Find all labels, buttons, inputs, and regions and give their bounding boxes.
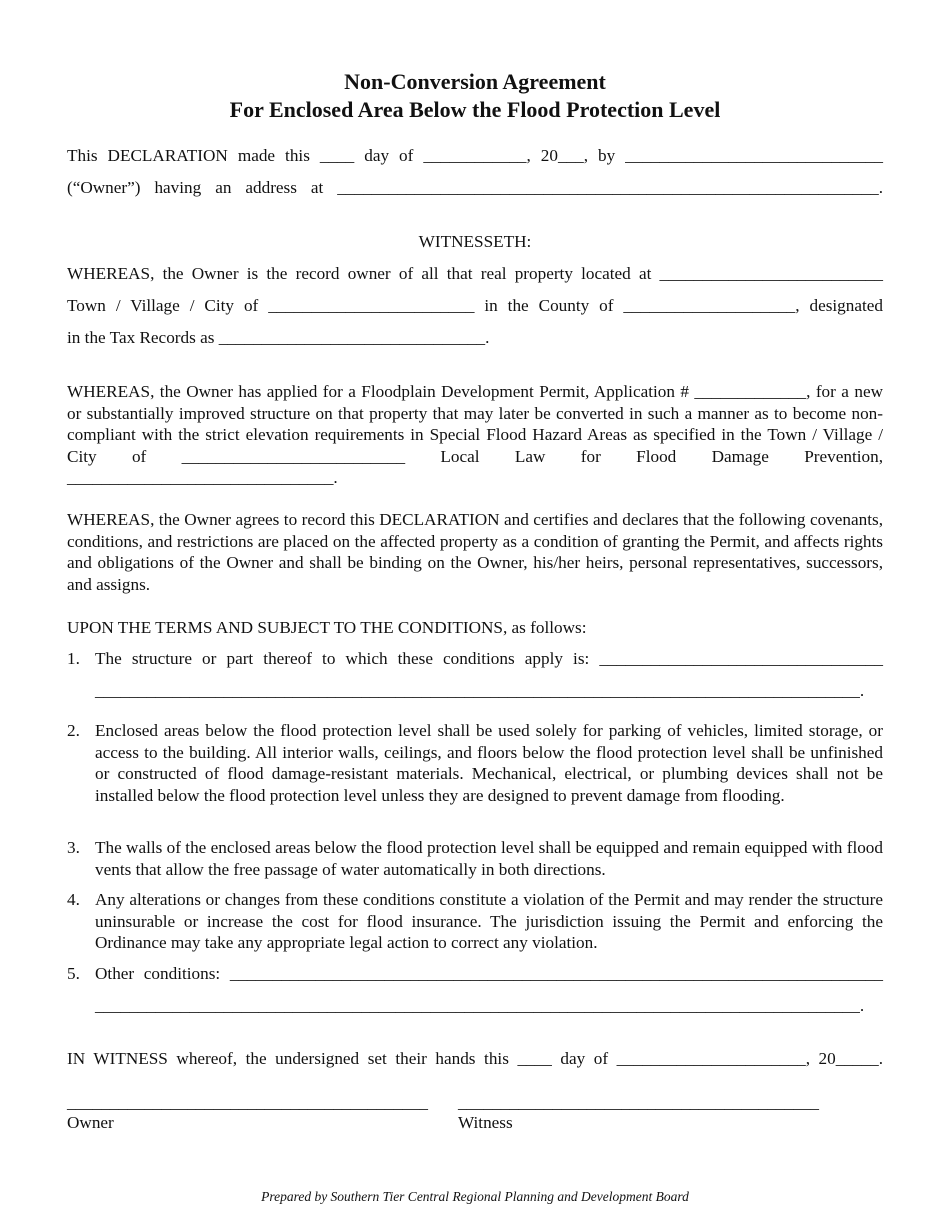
owner-label: Owner — [67, 1113, 114, 1132]
witness-signature-line: __________________________________________ — [458, 1093, 819, 1112]
condition-4-text: Any alterations or changes from these conditions constitute a violation of the Permit and may render the structure uninsurable or increase the cost for flood insurance. The jurisdiction issuing the Permit and enforcing the Ordinance may take any appropriate legal action to correct any violation. — [95, 890, 883, 953]
condition-number: 4. — [67, 890, 80, 909]
whereas-1-line-3: in the Tax Records as _______________________________. — [67, 328, 490, 347]
condition-5-text: Other conditions: ____________________________________________________________________________ — [95, 964, 883, 983]
declaration-line-1: This DECLARATION made this ____ day of ____________, 20___, by ______________________________ — [67, 146, 883, 165]
witness-label: Witness — [458, 1113, 513, 1132]
condition-1-continuation: _________________________________________________________________________________________. — [95, 681, 865, 700]
document-title: Non-Conversion Agreement — [344, 69, 606, 94]
owner-signature-line: __________________________________________ — [67, 1093, 428, 1112]
condition-2-text: Enclosed areas below the flood protection level shall be used solely for parking of vehicles, limited storage, or access to the building. All interior walls, ceilings, and floors below the flood protection level shall be unfinished or constructed of flood damage-resistant materials. Mechanical, electrical, or plumbing devices shall not be installed below the flood protection level unless they are designed to prevent damage from flooding. — [95, 721, 883, 805]
witness-clause: IN WITNESS whereof, the undersigned set their hands this ____ day of ______________________, 20_____. — [67, 1049, 883, 1068]
condition-1-text: The structure or part thereof to which these conditions apply is: _________________________________ — [95, 649, 883, 668]
whereas-3-paragraph: WHEREAS, the Owner agrees to record this DECLARATION and certifies and declares that the following covenants, conditions, and restrictions are placed on the affected property as a condition of granting the Permit, and affects rights and obligations of the Owner and shall be binding on the Owner, his/her heirs, personal representatives, successors, and assigns. — [67, 510, 888, 594]
witnesseth-heading: WITNESSETH: — [418, 232, 532, 251]
declaration-line-2: (“Owner”) having an address at _______________________________________________________________. — [67, 178, 883, 197]
condition-number: 5. — [67, 964, 80, 983]
terms-heading: UPON THE TERMS AND SUBJECT TO THE CONDITIONS, as follows: — [67, 618, 587, 637]
condition-number: 2. — [67, 721, 80, 740]
footer-credit: Prepared by Southern Tier Central Regional Planning and Development Board — [261, 1189, 689, 1204]
whereas-2-paragraph: WHEREAS, the Owner has applied for a Floodplain Development Permit, Application # _____________, for a new or substantially improved structure on that property that may later be converted in such a manner as to become non-compliant with the strict elevation requirements in Special Flood Hazard Areas as specified in the Town / Village / City of __________________________ Local Law for Flood Damage Prevention, _______________________________. — [67, 382, 888, 488]
whereas-1-line-1: WHEREAS, the Owner is the record owner of all that real property located at __________________________ — [67, 264, 883, 283]
document-subtitle: For Enclosed Area Below the Flood Protection Level — [229, 97, 721, 122]
condition-number: 1. — [67, 649, 80, 668]
condition-number: 3. — [67, 838, 80, 857]
condition-3-text: The walls of the enclosed areas below the flood protection level shall be equipped and remain equipped with flood vents that allow the free passage of water automatically in both directions. — [95, 838, 883, 879]
whereas-1-line-2: Town / Village / City of ________________________ in the County of ____________________, designated — [67, 296, 883, 315]
condition-5-continuation: _________________________________________________________________________________________. — [95, 996, 865, 1015]
